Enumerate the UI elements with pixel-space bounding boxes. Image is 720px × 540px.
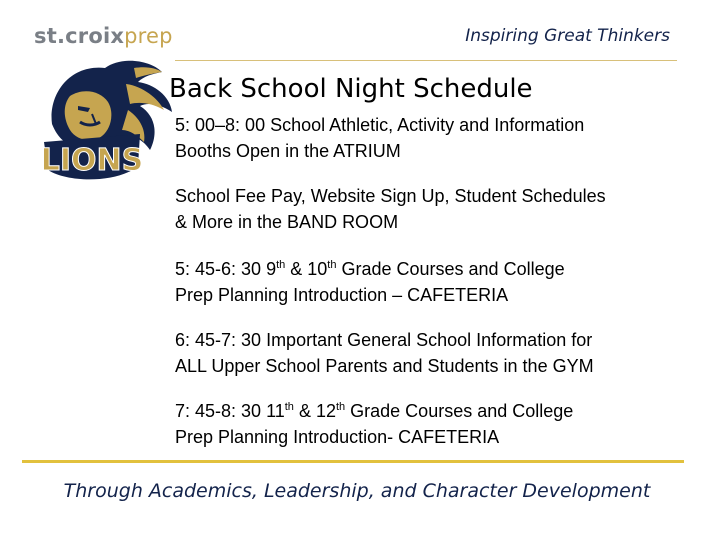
- entry-line: [175, 398, 695, 424]
- schedule-entry: [175, 256, 695, 308]
- entry-line: 5: 00–8: 00 School Athletic, Activity and Information: [175, 115, 585, 135]
- lion-mascot-logo: [30, 54, 180, 194]
- schedule-entry: [175, 327, 695, 379]
- entry-text: & 12: [293, 401, 336, 421]
- entry-text: 5: 45-6: 30 9: [175, 259, 277, 279]
- entry-line: Prep Planning Introduction- CAFETERIA: [175, 427, 500, 447]
- entry-line: School Fee Pay, Website Sign Up, Student Schedules: [175, 186, 606, 206]
- school-logo-wordmark: [34, 24, 173, 48]
- entry-line: [175, 256, 695, 282]
- entry-text: & 10: [285, 259, 328, 279]
- schedule-entry: [175, 112, 695, 164]
- page-title: Back School Night Schedule: [169, 74, 533, 104]
- entry-line: 6: 45-7: 30 Important General School Information for: [175, 330, 593, 350]
- brand-name-part1: st.croix: [34, 24, 125, 48]
- ordinal-suffix: th: [327, 259, 337, 271]
- ordinal-suffix: th: [284, 401, 294, 413]
- entry-line: Booths Open in the ATRIUM: [175, 141, 401, 161]
- entry-line: ALL Upper School Parents and Students in the GYM: [175, 356, 594, 376]
- footer-motto: Through Academics, Leadership, and Character Development: [63, 480, 651, 502]
- entry-line: Prep Planning Introduction – CAFETERIA: [175, 285, 509, 305]
- entry-text: Grade Courses and College: [345, 401, 574, 421]
- ordinal-suffix: th: [335, 401, 346, 413]
- schedule-entry: [175, 183, 695, 235]
- entry-line: & More in the BAND ROOM: [175, 212, 399, 232]
- logo-lions-text: LIONS: [40, 143, 144, 178]
- brand-name-part2: prep: [124, 24, 173, 48]
- footer-divider: [22, 460, 684, 463]
- header-divider: [175, 60, 677, 61]
- ordinal-suffix: th: [276, 259, 286, 271]
- entry-text: Grade Courses and College: [336, 259, 565, 279]
- tagline: Inspiring Great Thinkers: [465, 26, 670, 46]
- schedule-entry: [175, 398, 695, 450]
- entry-text: 7: 45-8: 30 11: [175, 401, 285, 421]
